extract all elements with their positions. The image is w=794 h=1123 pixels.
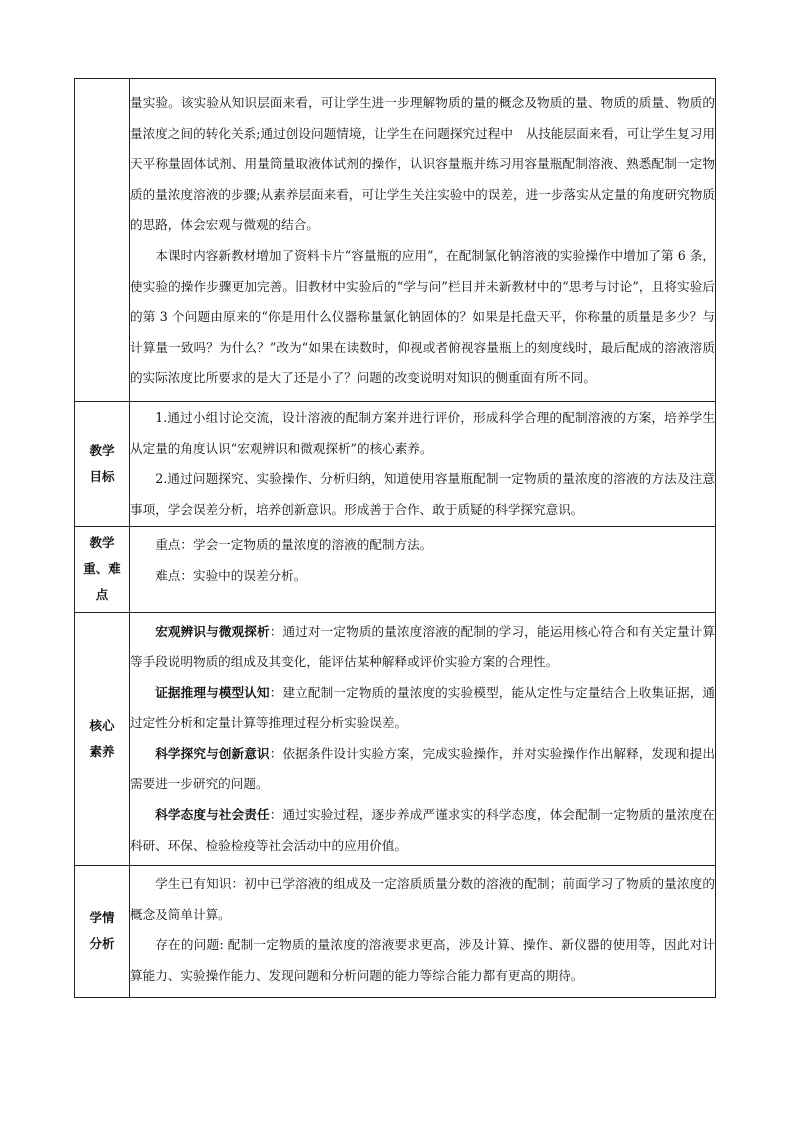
paragraph bbox=[130, 800, 715, 861]
lesson-plan-table bbox=[74, 78, 716, 998]
paragraph-text: ：通过实验过程，逐步养成严谨求实的科学态度，体会配制一定物质的量浓度在科研、环保、检验检疫等社会活动中的应用价值。 bbox=[130, 807, 716, 853]
row-label-line: 素养 bbox=[89, 743, 115, 759]
row-content bbox=[130, 79, 716, 402]
row-content bbox=[130, 866, 716, 997]
bold-term: 宏观辨识与微观探析 bbox=[155, 623, 270, 639]
row-label-line: 分析 bbox=[89, 936, 115, 952]
row-label bbox=[75, 866, 130, 997]
bold-term: 证据推理与模型认知 bbox=[155, 684, 270, 700]
table-row-teaching-goals bbox=[75, 401, 716, 526]
paragraph: 学生已有知识：初中已学溶液的组成及一定溶质质量分数的溶液的配制；前面学习了物质的量浓度的概念及简单计算。 bbox=[130, 876, 715, 922]
paragraph: 重点：学会一定物质的量浓度的溶液的配制方法。 bbox=[155, 537, 433, 553]
row-label bbox=[75, 527, 130, 612]
row-content bbox=[130, 401, 716, 526]
row-label-line: 核心 bbox=[89, 717, 115, 733]
row-content bbox=[130, 527, 716, 612]
row-label-line: 目标 bbox=[89, 469, 115, 485]
row-label bbox=[75, 401, 130, 526]
paragraph: 量实验。该实验从知识层面来看，可让学生进一步理解物质的量的概念及物质的量、物质的质量、物质的量浓度之间的转化关系;通过创设问题情境，让学生在问题探究过程中 从技能层面来看，可让学生复习用天平称量固体试剂、用量筒量取液体试剂的操作，认识容量瓶并练习用容量瓶配制溶液、熟悉配制一定物质的量浓度溶液的步骤;从素养层面来看，可让学生关注实验中的误差，进一步落实从定量的角度研究物质的思路，体会宏观与微观的结合。 bbox=[130, 95, 715, 233]
paragraph: 存在的问题: 配制一定物质的量浓度的溶液要求更高，涉及计算、操作、新仪器的使用等，因此对计算能力、实验操作能力、发现问题和分析问题的能力等综合能力都有更高的期待。 bbox=[130, 937, 715, 984]
table-row-key-points bbox=[75, 527, 716, 612]
table-row-core-literacy bbox=[75, 612, 716, 866]
paragraph-text: ：通过对一定物质的量浓度溶液的配制的学习，能运用核心符合和有关定量计算等手段说明物质的组成及其变化，能评估某种解释或评价实验方案的合理性。 bbox=[130, 623, 716, 670]
row-label-line: 教学 bbox=[89, 535, 115, 551]
paragraph-text: ：依据条件设计实验方案，完成实验操作，并对实验操作作出解释，发现和提出需要进一步研究的问题。 bbox=[130, 745, 716, 792]
bold-term: 科学态度与社会责任 bbox=[155, 807, 270, 823]
paragraph-text: ：建立配制一定物质的量浓度的实验模型，能从定性与定量结合上收集证据，通过定性分析和定量计算等推理过程分析实验误差。 bbox=[130, 684, 716, 731]
row-label-empty bbox=[75, 79, 130, 402]
row-label-line: 点 bbox=[95, 587, 109, 603]
table-row-student-analysis bbox=[75, 866, 716, 997]
row-label-line: 教学 bbox=[89, 443, 115, 459]
row-content bbox=[130, 612, 716, 866]
paragraph: 本课时内容新教材增加了资料卡片“容量瓶的应用”，在配制氯化钠溶液的实验操作中增加了第 6 条，使实验的操作步骤更加完善。旧教材中实验后的“学与问”栏目并未新教材中的“思考与讨论”，且将实验后的第 3 个问题由原来的“你是用什么仪器称量氯化钠固体的？如果是托盘天平，你称量的质量是多少？与计算量一致吗？为什么？”改为“如果在读数时，仰视或者俯视容量瓶上的刻度线时，最后配成的溶液溶质的实际浓度比所要求的是大了还是小了？问题的改变说明对知识的侧重面有所不同。 bbox=[130, 247, 715, 386]
row-label-line: 重、难 bbox=[83, 561, 121, 577]
paragraph: 1.通过小组讨论交流，设计溶液的配制方案并进行评价，形成科学合理的配制溶液的方案，培养学生从定量的角度认识“宏观辨识和微观探析”的核心素养。 bbox=[130, 409, 715, 456]
row-label bbox=[75, 612, 130, 866]
paragraph: 难点：实验中的误差分析。 bbox=[155, 567, 307, 583]
paragraph bbox=[130, 617, 715, 678]
row-label-line: 学情 bbox=[89, 910, 115, 926]
bold-term: 科学探究与创新意识 bbox=[155, 745, 270, 761]
paragraph bbox=[130, 678, 715, 739]
paragraph: 2.通过问题探究、实验操作、分析归纳，知道使用容量瓶配制一定物质的量浓度的溶液的方法及注意事项，学会误差分析，培养创新意识。形成善于合作、敢于质疑的科学探究意识。 bbox=[130, 471, 715, 517]
table-row-content-analysis bbox=[75, 79, 716, 402]
paragraph bbox=[130, 739, 715, 800]
